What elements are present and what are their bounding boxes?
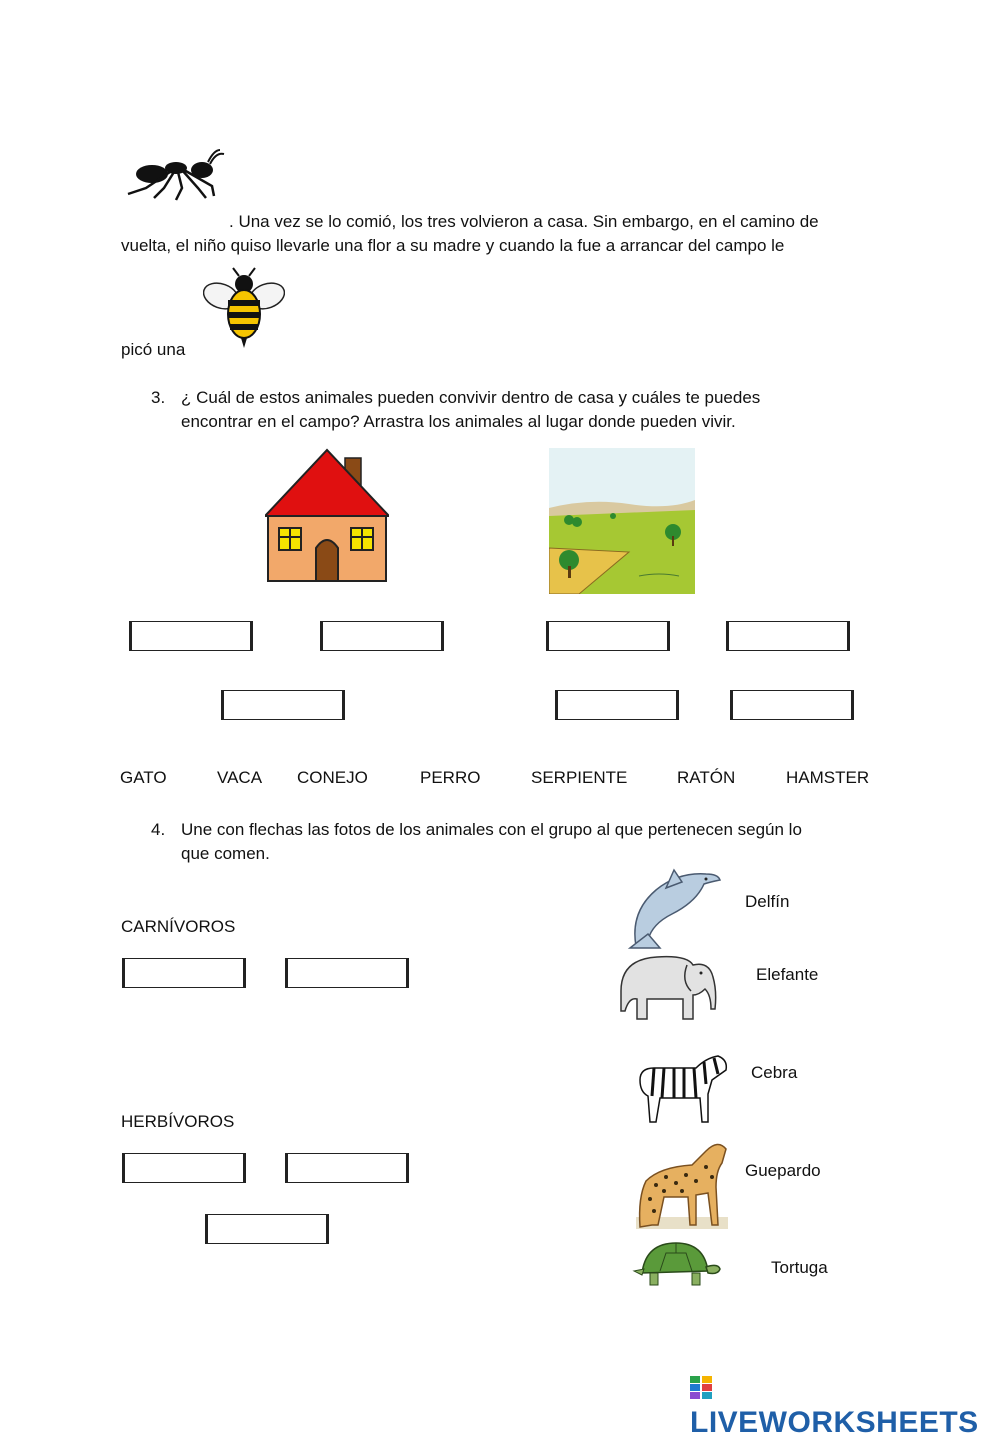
- story-line-2: vuelta, el niño quiso llevarle una flor a su madre y cuando la fue a arrancar del campo le: [121, 236, 785, 255]
- answer-box[interactable]: [546, 621, 670, 651]
- herbivores-heading: HERBÍVOROS: [121, 1112, 235, 1131]
- dolphin-icon: [626, 862, 722, 950]
- answer-box[interactable]: [285, 958, 409, 988]
- story-line-3: picó una: [121, 340, 186, 359]
- bee-icon: [203, 266, 285, 350]
- answer-box[interactable]: [726, 621, 850, 651]
- word-vaca[interactable]: VACA: [217, 768, 263, 787]
- answer-box[interactable]: [285, 1153, 409, 1183]
- answer-box[interactable]: [730, 690, 854, 720]
- elephant-icon: [617, 951, 721, 1023]
- word-raton[interactable]: RATÓN: [677, 768, 736, 787]
- countryside-icon: [549, 448, 695, 594]
- ant-icon: [124, 148, 228, 204]
- answer-box[interactable]: [555, 690, 679, 720]
- answer-box[interactable]: [205, 1214, 329, 1244]
- animal-label-tortuga: Tortuga: [771, 1258, 828, 1277]
- answer-box[interactable]: [320, 621, 444, 651]
- q3-number: 3.: [151, 388, 166, 407]
- answer-box[interactable]: [129, 621, 253, 651]
- word-hamster[interactable]: HAMSTER: [786, 768, 870, 787]
- animal-label-guepardo: Guepardo: [745, 1161, 821, 1180]
- q3-line-2: encontrar en el campo? Arrastra los animales al lugar donde pueden vivir.: [181, 412, 736, 431]
- answer-box[interactable]: [122, 1153, 246, 1183]
- answer-box[interactable]: [221, 690, 345, 720]
- q3-line-1: ¿ Cuál de estos animales pueden convivir dentro de casa y cuáles te puedes: [181, 388, 761, 407]
- word-conejo[interactable]: CONEJO: [297, 768, 368, 787]
- liveworksheets-logo: [690, 1372, 999, 1440]
- carnivores-heading: CARNÍVOROS: [121, 917, 236, 936]
- animal-label-delfin: Delfín: [745, 892, 790, 911]
- q4-line-1: Une con flechas las fotos de los animales con el grupo al que pertenecen según lo: [181, 820, 802, 839]
- answer-box[interactable]: [122, 958, 246, 988]
- zebra-icon: [634, 1050, 730, 1126]
- animal-label-elefante: Elefante: [756, 965, 819, 984]
- story-line-1: . Una vez se lo comió, los tres volvieron a casa. Sin embargo, en el camino de: [229, 212, 819, 231]
- word-perro[interactable]: PERRO: [420, 768, 481, 787]
- q4-line-2: que comen.: [181, 844, 270, 863]
- animal-label-cebra: Cebra: [751, 1063, 798, 1082]
- word-serpiente[interactable]: SERPIENTE: [531, 768, 628, 787]
- q4-number: 4.: [151, 820, 166, 839]
- logo-mark-icon: [690, 1376, 712, 1400]
- cheetah-icon: [636, 1137, 728, 1233]
- brand-text: LIVEWORKSHEETS: [690, 1406, 979, 1439]
- house-icon: [265, 448, 389, 584]
- tortoise-icon: [632, 1237, 722, 1289]
- word-gato[interactable]: GATO: [120, 768, 167, 787]
